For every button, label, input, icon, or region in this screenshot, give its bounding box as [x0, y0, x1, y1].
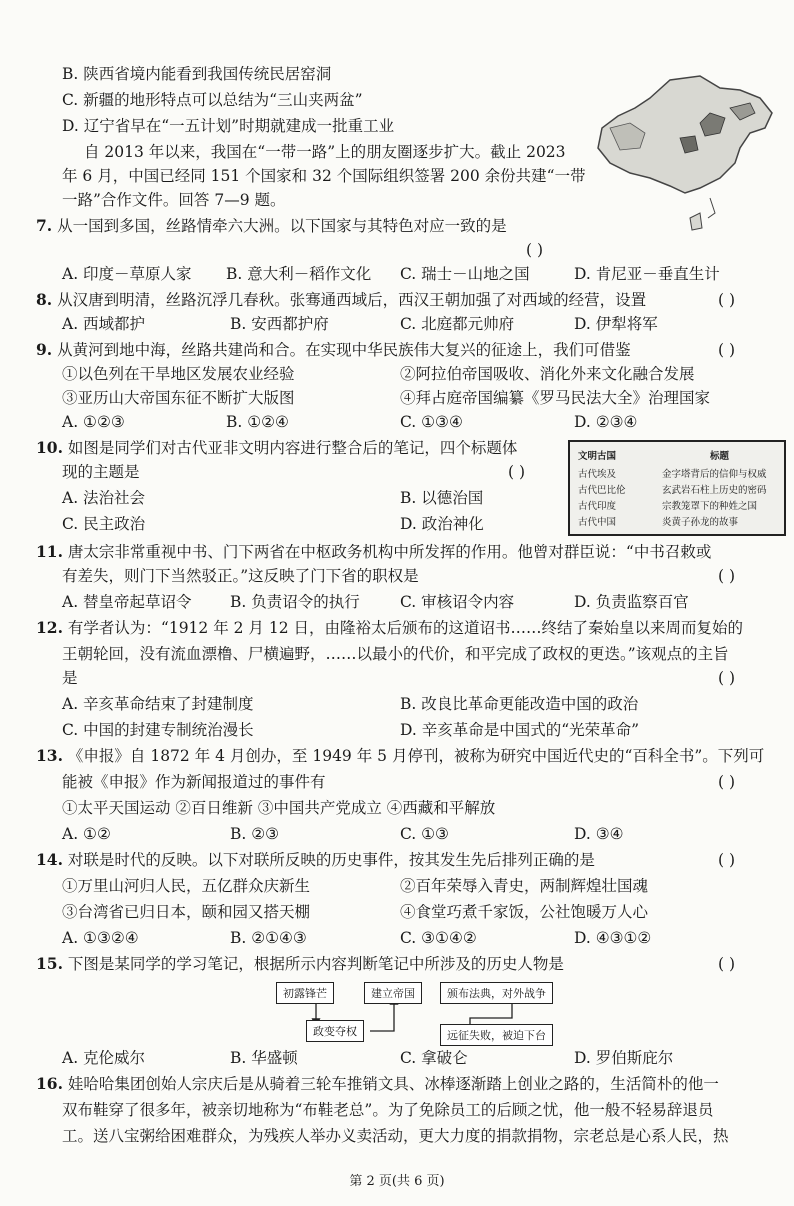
question-number: 13.	[36, 746, 63, 765]
q10-option-b: B. 以德治国	[400, 489, 484, 507]
question-text: 有学者认为：“1912 年 2 月 12 日，由隆裕太后颁布的这道诏书……终结了秦始皇以来周而复始的	[67, 619, 743, 637]
answer-paren[interactable]: ( )	[508, 463, 526, 481]
question-12-stem-3: 是	[62, 669, 78, 687]
q14-option-a: A. ①③②④	[62, 929, 139, 947]
q11-option-c: C. 审核诏令内容	[400, 593, 515, 611]
q9-option-a: A. ①②③	[62, 413, 125, 431]
option-b-shaanxi: B. 陕西省境内能看到我国传统民居窑洞	[62, 65, 332, 83]
table-row-value: 金字塔背后的信仰与权威	[662, 469, 767, 480]
q9-statement-1: ①以色列在干旱地区发展农业经验	[62, 365, 295, 383]
q8-option-b: B. 安西都护府	[230, 315, 329, 333]
question-11-stem-2: 有差失，则门下当然驳正。”这反映了门下省的职权是	[62, 567, 419, 585]
q14-couplet-4: ④食堂巧煮千家饭，公社饱暖万人心	[400, 903, 649, 921]
question-16-stem-2: 双布鞋穿了很多年，被亲切地称为“布鞋老总”。为了免除员工的后顾之忧，他一般不轻易辞退员	[62, 1101, 714, 1119]
q9-statement-2: ②阿拉伯帝国吸收、消化外来文化融合发展	[400, 365, 695, 383]
q10-option-c: C. 民主政治	[62, 515, 146, 533]
table-header-civ: 文明古国	[578, 451, 617, 462]
q12-option-a: A. 辛亥革命结束了封建制度	[62, 695, 254, 713]
question-text: 从黄河到地中海，丝路共建尚和合。在实现中华民族伟大复兴的征途上，我们可借鉴	[57, 341, 631, 359]
table-header-title: 标题	[710, 451, 730, 462]
q8-option-c: C. 北庭都元帅府	[400, 315, 515, 333]
question-16-stem	[36, 1074, 719, 1094]
flow-box-coup: 政变夺权	[306, 1020, 364, 1042]
question-10-stem-2: 现的主题是	[62, 463, 140, 481]
flow-box-code-war: 颁布法典，对外战争	[440, 982, 553, 1004]
table-row-value: 宗教笼罩下的种姓之国	[662, 501, 758, 512]
q11-option-a: A. 替皇帝起草诏令	[62, 593, 192, 611]
answer-paren[interactable]: ( )	[718, 773, 736, 791]
table-row-key: 古代中国	[578, 517, 617, 528]
question-text: 唐太宗非常重视中书、门下两省在中枢政务机构中所发挥的作用。他曾对群臣说：“中书召敕或	[67, 543, 712, 561]
flow-box-early-rise: 初露锋芒	[276, 982, 334, 1004]
q14-option-b: B. ②①④③	[230, 929, 307, 947]
answer-paren[interactable]: ( )	[526, 241, 544, 259]
question-text: 从一国到多国，丝路情牵六大洲。以下国家与其特色对应一致的是	[57, 217, 507, 235]
question-number: 11.	[36, 542, 63, 561]
flow-box-found-empire: 建立帝国	[364, 982, 422, 1004]
option-d-liaoning: D. 辽宁省早在“一五计划”时期就建成一批重工业	[62, 117, 395, 135]
question-text: 对联是时代的反映。以下对联所反映的历史事件，按其发生先后排列正确的是	[67, 851, 595, 869]
q13-option-c: C. ①③	[400, 825, 449, 843]
question-16-stem-3: 工。送八宝粥给困难群众，为残疾人举办义卖活动，更大力度的捐款捐物，宗老总是心系人民，热	[62, 1127, 729, 1145]
q10-option-d: D. 政治神化	[400, 515, 484, 533]
question-13-stem-2: 能被《申报》作为新闻报道过的事件有	[62, 773, 326, 791]
option-c-xinjiang: C. 新疆的地形特点可以总结为“三山夹两盆”	[62, 91, 363, 109]
flow-box-defeat: 远征失败，被迫下台	[440, 1024, 553, 1046]
question-12-stem-2: 王朝轮回，没有流血漂橹、尸横遍野，……以最小的代价，和平完成了政权的更迭。”该观点的主旨	[62, 645, 729, 663]
q8-option-d: D. 伊犁将军	[574, 315, 658, 333]
intro-line-2: 年 6 月，中国已经同 151 个国家和 32 个国际组织签署 200 余份共建“一带	[62, 167, 586, 185]
q7-option-a: A. 印度－草原人家	[62, 265, 192, 283]
q7-option-d: D. 肯尼亚－垂直生计	[574, 265, 720, 283]
q12-option-d: D. 辛亥革命是中国式的“光荣革命”	[400, 721, 640, 739]
table-row-key: 古代埃及	[578, 469, 617, 480]
q15-option-a: A. 克伦威尔	[62, 1049, 146, 1067]
q7-option-b: B. 意大利－稻作文化	[226, 265, 372, 283]
answer-paren[interactable]: ( )	[718, 291, 736, 309]
q14-couplet-2: ②百年荣辱入青史，两制辉煌壮国魂	[400, 877, 649, 895]
q11-option-b: B. 负责诏令的执行	[230, 593, 360, 611]
question-text: 如图是同学们对古代亚非文明内容进行整合后的笔记，四个标题体	[67, 439, 518, 457]
q13-option-b: B. ②③	[230, 825, 280, 843]
q8-option-a: A. 西域都护	[62, 315, 146, 333]
q9-statement-4: ④拜占庭帝国编纂《罗马民法大全》治理国家	[400, 389, 711, 407]
q13-option-a: A. ①②	[62, 825, 111, 843]
q9-statement-3: ③亚历山大帝国东征不断扩大版图	[62, 389, 295, 407]
q13-option-d: D. ③④	[574, 825, 624, 843]
q15-option-c: C. 拿破仑	[400, 1049, 468, 1067]
question-text: 从汉唐到明清，丝路沉浮几春秋。张骞通西域后，西汉王朝加强了对西域的经营，设置	[57, 291, 647, 309]
page-footer: 第 2 页(共 6 页)	[349, 1174, 445, 1189]
question-text: 《申报》自 1872 年 4 月创办，至 1949 年 5 月停刊，被称为研究中国近代史的“百科全书”。下列可	[67, 747, 765, 765]
q9-option-b: B. ①②④	[226, 413, 289, 431]
intro-line-1: 自 2013 年以来，我国在“一带一路”上的朋友圈逐步扩大。截止 2023	[84, 143, 566, 161]
question-number: 9.	[36, 340, 53, 359]
question-number: 16.	[36, 1074, 63, 1093]
q9-option-c: C. ①③④	[400, 413, 463, 431]
q13-statements: ①太平天国运动 ②百日维新 ③中国共产党成立 ④西藏和平解放	[62, 799, 496, 817]
question-number: 15.	[36, 954, 63, 973]
question-text: 下图是某同学的学习笔记，根据所示内容判断笔记中所涉及的历史人物是	[67, 955, 564, 973]
q12-option-b: B. 改良比革命更能改造中国的政治	[400, 695, 639, 713]
question-number: 7.	[36, 216, 53, 235]
q9-option-d: D. ②③④	[574, 413, 638, 431]
answer-paren[interactable]: ( )	[718, 669, 736, 687]
question-number: 10.	[36, 438, 63, 457]
q14-couplet-1: ①万里山河归人民，五亿群众庆新生	[62, 877, 311, 895]
question-number: 12.	[36, 618, 63, 637]
table-row-key: 古代印度	[578, 501, 617, 512]
q14-option-c: C. ③①④②	[400, 929, 477, 947]
answer-paren[interactable]: ( )	[718, 567, 736, 585]
answer-paren[interactable]: ( )	[718, 341, 736, 359]
q14-option-d: D. ④③①②	[574, 929, 652, 947]
question-number: 14.	[36, 850, 63, 869]
answer-paren[interactable]: ( )	[718, 851, 736, 869]
q14-couplet-3: ③台湾省已归日本，颐和园又搭天棚	[62, 903, 311, 921]
answer-paren[interactable]: ( )	[718, 955, 736, 973]
q10-option-a: A. 法治社会	[62, 489, 146, 507]
q15-option-b: B. 华盛顿	[230, 1049, 298, 1067]
q11-option-d: D. 负责监察百官	[574, 593, 689, 611]
q7-option-c: C. 瑞士－山地之国	[400, 265, 530, 283]
table-row-key: 古代巴比伦	[578, 485, 626, 496]
q15-option-d: D. 罗伯斯庇尔	[574, 1049, 674, 1067]
table-row-value: 炎黄子孙龙的故事	[662, 517, 739, 528]
intro-line-3: 一路”合作文件。回答 7—9 题。	[62, 191, 286, 209]
question-number: 8.	[36, 290, 53, 309]
q12-option-c: C. 中国的封建专制统治漫长	[62, 721, 254, 739]
question-text: 娃哈哈集团创始人宗庆后是从骑着三轮车推销文具、冰棒逐渐踏上创业之路的，生活简朴的他一	[67, 1075, 719, 1093]
table-row-value: 玄武岩石柱上历史的密码	[662, 485, 767, 496]
